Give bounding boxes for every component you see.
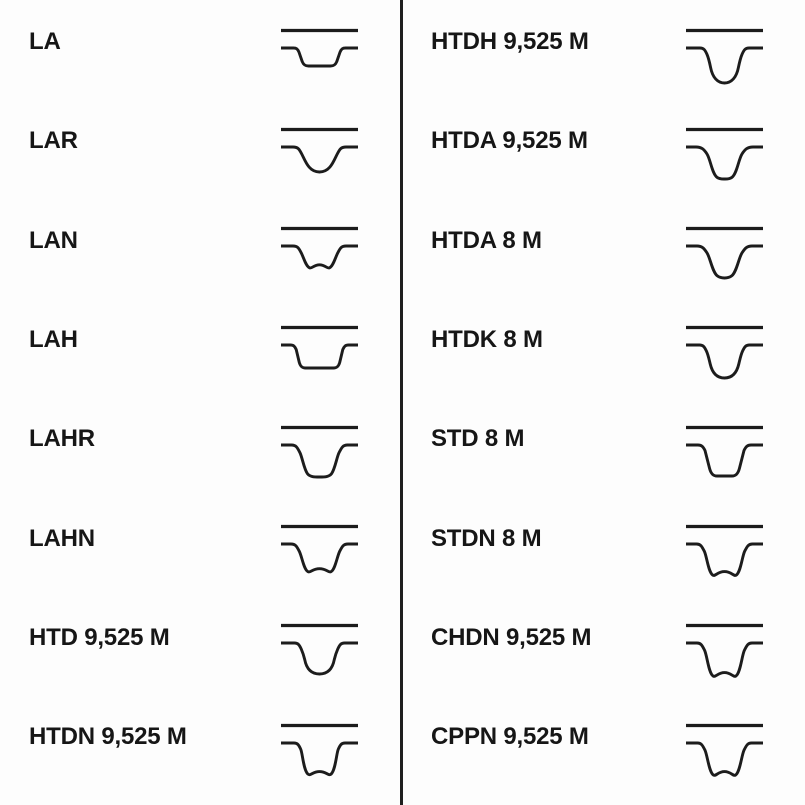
tooth-path bbox=[281, 147, 358, 172]
profile-label: LAN bbox=[29, 226, 78, 254]
tooth-profile-icon bbox=[686, 524, 763, 584]
tooth-path bbox=[686, 544, 763, 575]
tooth-profile-icon bbox=[686, 723, 763, 783]
tooth-path bbox=[686, 246, 763, 278]
profile-label: HTD 9,525 M bbox=[29, 623, 170, 651]
column-divider bbox=[400, 0, 403, 805]
tooth-path bbox=[281, 445, 358, 477]
tooth-path bbox=[686, 743, 763, 775]
profile-label: HTDK 8 M bbox=[431, 325, 543, 353]
tooth-profile-icon bbox=[281, 28, 358, 88]
tooth-profile-icon bbox=[281, 425, 358, 485]
tooth-path bbox=[281, 345, 358, 368]
tooth-profile-icon bbox=[686, 226, 763, 286]
profile-label: HTDA 9,525 M bbox=[431, 127, 588, 155]
profile-label: CHDN 9,525 M bbox=[431, 623, 592, 651]
tooth-path bbox=[686, 445, 763, 476]
tooth-path bbox=[281, 544, 358, 572]
tooth-profile-icon bbox=[686, 623, 763, 683]
profile-label: LAR bbox=[29, 127, 78, 155]
profile-label: HTDN 9,525 M bbox=[29, 723, 187, 751]
tooth-path bbox=[686, 643, 763, 676]
tooth-path bbox=[686, 48, 763, 83]
tooth-path bbox=[281, 743, 358, 775]
profile-label: HTDA 8 M bbox=[431, 226, 542, 254]
tooth-profile-icon bbox=[281, 226, 358, 286]
tooth-path bbox=[686, 147, 763, 179]
tooth-profile-icon bbox=[281, 127, 358, 187]
tooth-profile-icon bbox=[686, 28, 763, 88]
profile-label: STD 8 M bbox=[431, 425, 525, 453]
tooth-profile-icon bbox=[686, 127, 763, 187]
tooth-profile-icon bbox=[686, 425, 763, 485]
profile-label: STDN 8 M bbox=[431, 524, 542, 552]
tooth-path bbox=[281, 246, 358, 268]
tooth-path bbox=[281, 643, 358, 674]
profile-label: HTDH 9,525 M bbox=[431, 28, 589, 55]
tooth-profile-icon bbox=[281, 723, 358, 783]
profile-label: LAHR bbox=[29, 425, 95, 453]
tooth-path bbox=[281, 48, 358, 66]
profile-label: LAHN bbox=[29, 524, 95, 552]
profile-label: LAH bbox=[29, 325, 78, 353]
profile-label: LA bbox=[29, 28, 61, 55]
profile-label: CPPN 9,525 M bbox=[431, 723, 589, 751]
tooth-profile-icon bbox=[281, 623, 358, 683]
tooth-profile-icon bbox=[281, 524, 358, 584]
tooth-path bbox=[686, 345, 763, 378]
tooth-profile-icon bbox=[686, 325, 763, 385]
tooth-profile-icon bbox=[281, 325, 358, 385]
